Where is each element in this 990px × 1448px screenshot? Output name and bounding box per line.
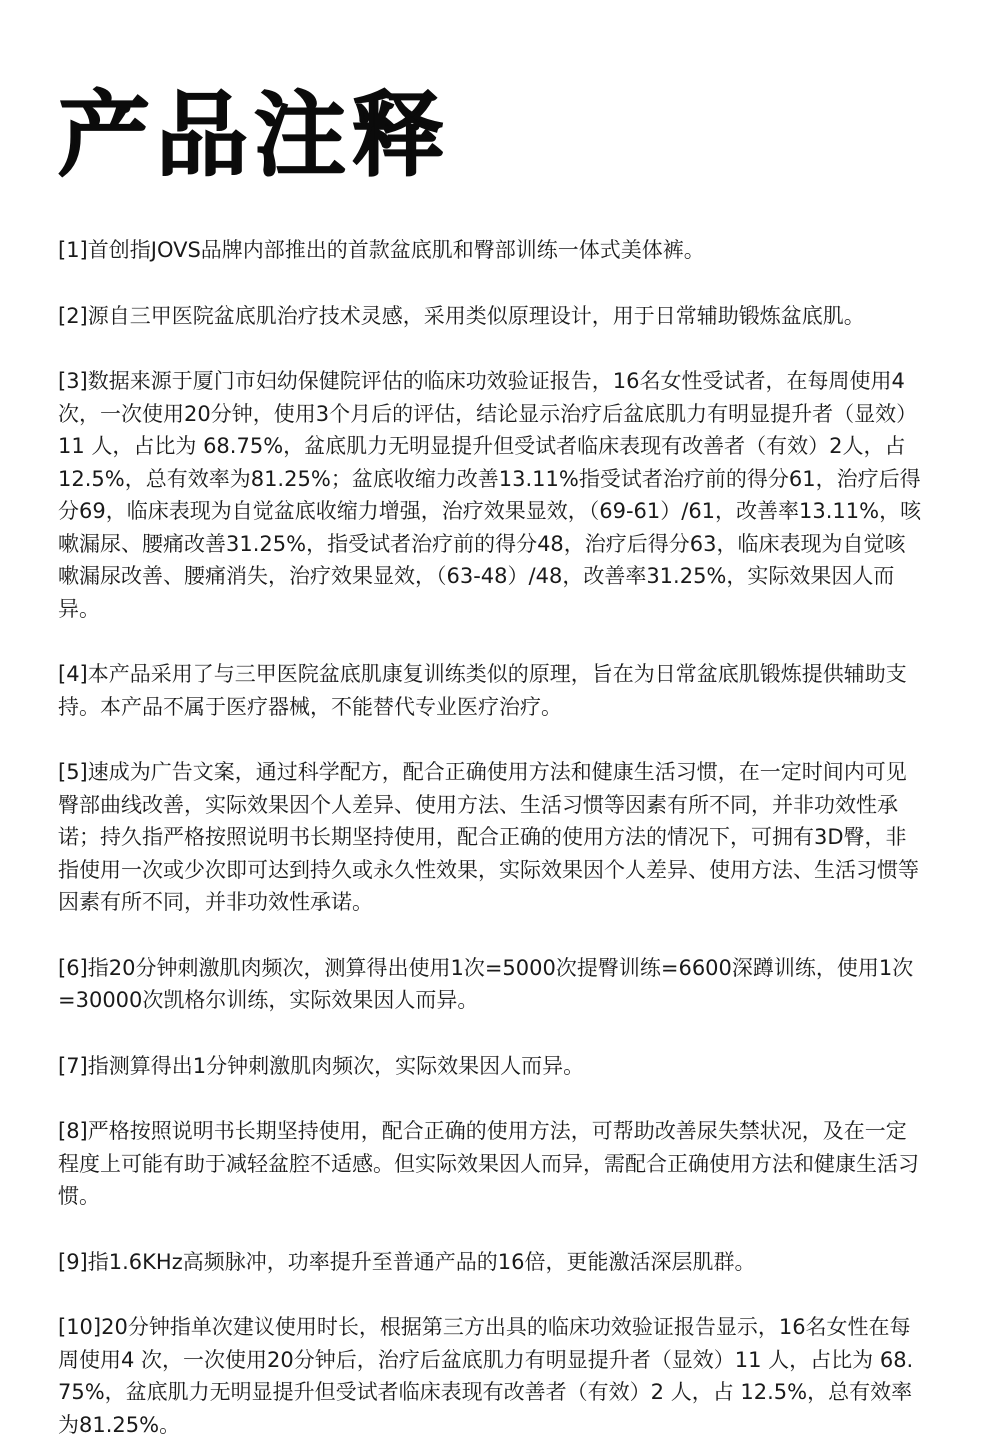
note-number: [10] [58,1315,102,1339]
note-number: [5] [58,760,88,784]
notes-list [58,234,922,1441]
note-text: 本产品采用了与三甲医院盆底肌康复训练类似的原理，旨在为日常盆底肌锻炼提供辅助支持。本产品不属于医疗器械，不能替代专业医疗治疗。 [58,662,907,719]
note-text: 严格按照说明书长期坚持使用，配合正确的使用方法，可帮助改善尿失禁状况，及在一定程度上可能有助于减轻盆腔不适感。但实际效果因人而异，需配合正确使用方法和健康生活习惯。 [58,1119,919,1208]
note-number: [4] [58,662,88,686]
note-10 [58,1311,922,1441]
note-number: [1] [58,238,88,262]
note-number: [8] [58,1119,88,1143]
note-text: 指20分钟刺激肌肉频次，测算得出使用1次=5000次提臀训练=6600深蹲训练，使用1次=30000次凯格尔训练，实际效果因人而异。 [58,955,914,1012]
note-6 [58,952,922,1017]
note-5 [58,756,922,919]
note-number: [2] [58,303,88,328]
note-7 [58,1050,922,1083]
page-title: 产品注释 [58,82,451,189]
note-text: 源自三甲医院盆底肌治疗技术灵感，采用类似原理设计，用于日常辅助锻炼盆底肌。 [87,303,865,328]
note-text: 速成为广告文案，通过科学配方，配合正确使用方法和健康生活习惯，在一定时间内可见臀部曲线改善，实际效果因个人差异、使用方法、生活习惯等因素有所不同，并非功效性承诺；持久指严格按照说明书长期坚持使用，配合正确的使用方法的情况下，可拥有3D臀，非指使用一次或少次即可达到持久或永久性效果，实际效果因个人差异、使用方法、生活习惯等因素有所不同，并非功效性承诺。 [58,760,919,914]
note-3 [58,365,922,625]
note-number: [7] [58,1053,88,1078]
note-text: 指1.6KHz高频脉冲，功率提升至普通产品的16倍，更能激活深层肌群。 [87,1249,756,1274]
note-number: [6] [58,955,88,980]
note-number: [9] [58,1249,88,1274]
note-text: 指测算得出1分钟刺激肌肉频次，实际效果因人而异。 [87,1053,585,1078]
note-text: 20分钟指单次建议使用时长，根据第三方出具的临床功效验证报告显示，16名女性在每周使用4 次，一次使用20分钟后，治疗后盆底肌力有明显提升者（显效）11 人，占比为 68.75%，盆底肌力无明显提升但受试者临床表现有改善者（有效）2 人，占 12.5%，总有效率为81.25%。 [58,1315,914,1437]
note-8 [58,1115,922,1213]
note-2 [58,300,922,333]
note-number: [3] [58,369,88,393]
note-9 [58,1246,922,1279]
note-text: 首创指JOVS品牌内部推出的首款盆底肌和臀部训练一体式美体裤。 [87,238,705,262]
note-4 [58,658,922,723]
note-1 [58,234,922,267]
note-text: 数据来源于厦门市妇幼保健院评估的临床功效验证报告，16名女性受试者，在每周使用4次，一次使用20分钟，使用3个月后的评估，结论显示治疗后盆底肌力有明显提升者（显效）11 人，占比为 68.75%，盆底肌力无明显提升但受试者临床表现有改善者（有效）2人，占 12.5%，总有效率为81.25%；盆底收缩力改善13.11%指受试者治疗前的得分61，治疗后得分69，临床表现为自觉盆底收缩力增强，治疗效果显效，（69-61）/61，改善率13.11%，咳嗽漏尿、腰痛改善31.25%，指受试者治疗前的得分48，治疗后得分63，临床表现为自觉咳嗽漏尿改善、腰痛消失，治疗效果显效，（63-48）/48，改善率31.25%，实际效果因人而异。 [58,369,922,621]
